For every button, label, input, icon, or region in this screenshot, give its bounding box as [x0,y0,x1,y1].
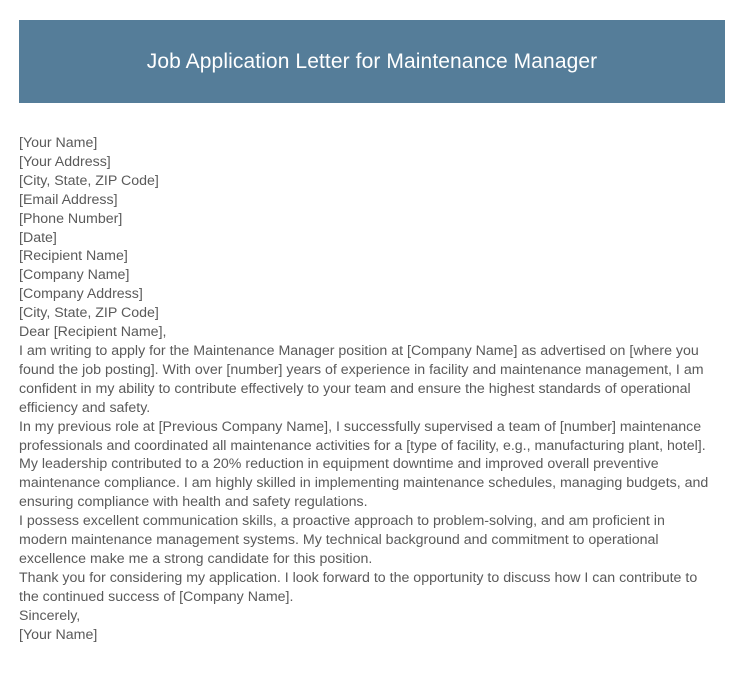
letter-paragraph: Thank you for considering my application. I look forward to the opportunity to discuss how I can contribute to the continued success of [Company Name]. [19,569,698,605]
letter-paragraph: I possess excellent communication skills, a proactive approach to problem-solving, and am proficient in modern maintenance management systems. My technical background and commitment to operational excellence make me a strong candidate for this position. [19,513,665,567]
letter-header-banner [19,20,725,103]
closing: Sincerely, [19,607,81,624]
recipient-line: [Recipient Name] [19,248,128,265]
letter-body [19,134,716,644]
sender-line: [Phone Number] [19,210,123,227]
letter-paragraph: I am writing to apply for the Maintenance Manager position at [Company Name] as advertised on [where you found the job posting]. With over [number] years of experience in facility and maintenance management, I am confident in my ability to contribute effectively to your team and ensure the highest standards of operational efficiency and safety. [19,342,704,416]
sender-line: [Your Name] [19,135,98,151]
recipient-address-block [19,247,716,323]
salutation: Dear [Recipient Name], [19,324,167,341]
sender-line: [Your Address] [19,153,111,170]
recipient-line: [Company Name] [19,267,130,284]
letter-paragraph: In my previous role at [Previous Company Name], I successfully supervised a team of [number] maintenance professionals and coordinated all maintenance activities for a [type of facility, e.g., manufacturing plant, hotel]. My leadership contributed to a 20% reduction in equipment downtime and improved overall preventive maintenance compliance. I am highly skilled in implementing maintenance schedules, managing budgets, and ensuring compliance with health and safety regulations. [19,418,709,511]
sender-line: [City, State, ZIP Code] [19,172,159,189]
sender-address-block [19,134,716,247]
recipient-line: [Company Address] [19,286,143,303]
page-title: Job Application Letter for Maintenance Manager [146,49,598,73]
sender-line: [Email Address] [19,191,118,208]
sender-line: [Date] [19,229,57,246]
signature: [Your Name] [19,626,98,643]
recipient-line: [City, State, ZIP Code] [19,305,159,322]
